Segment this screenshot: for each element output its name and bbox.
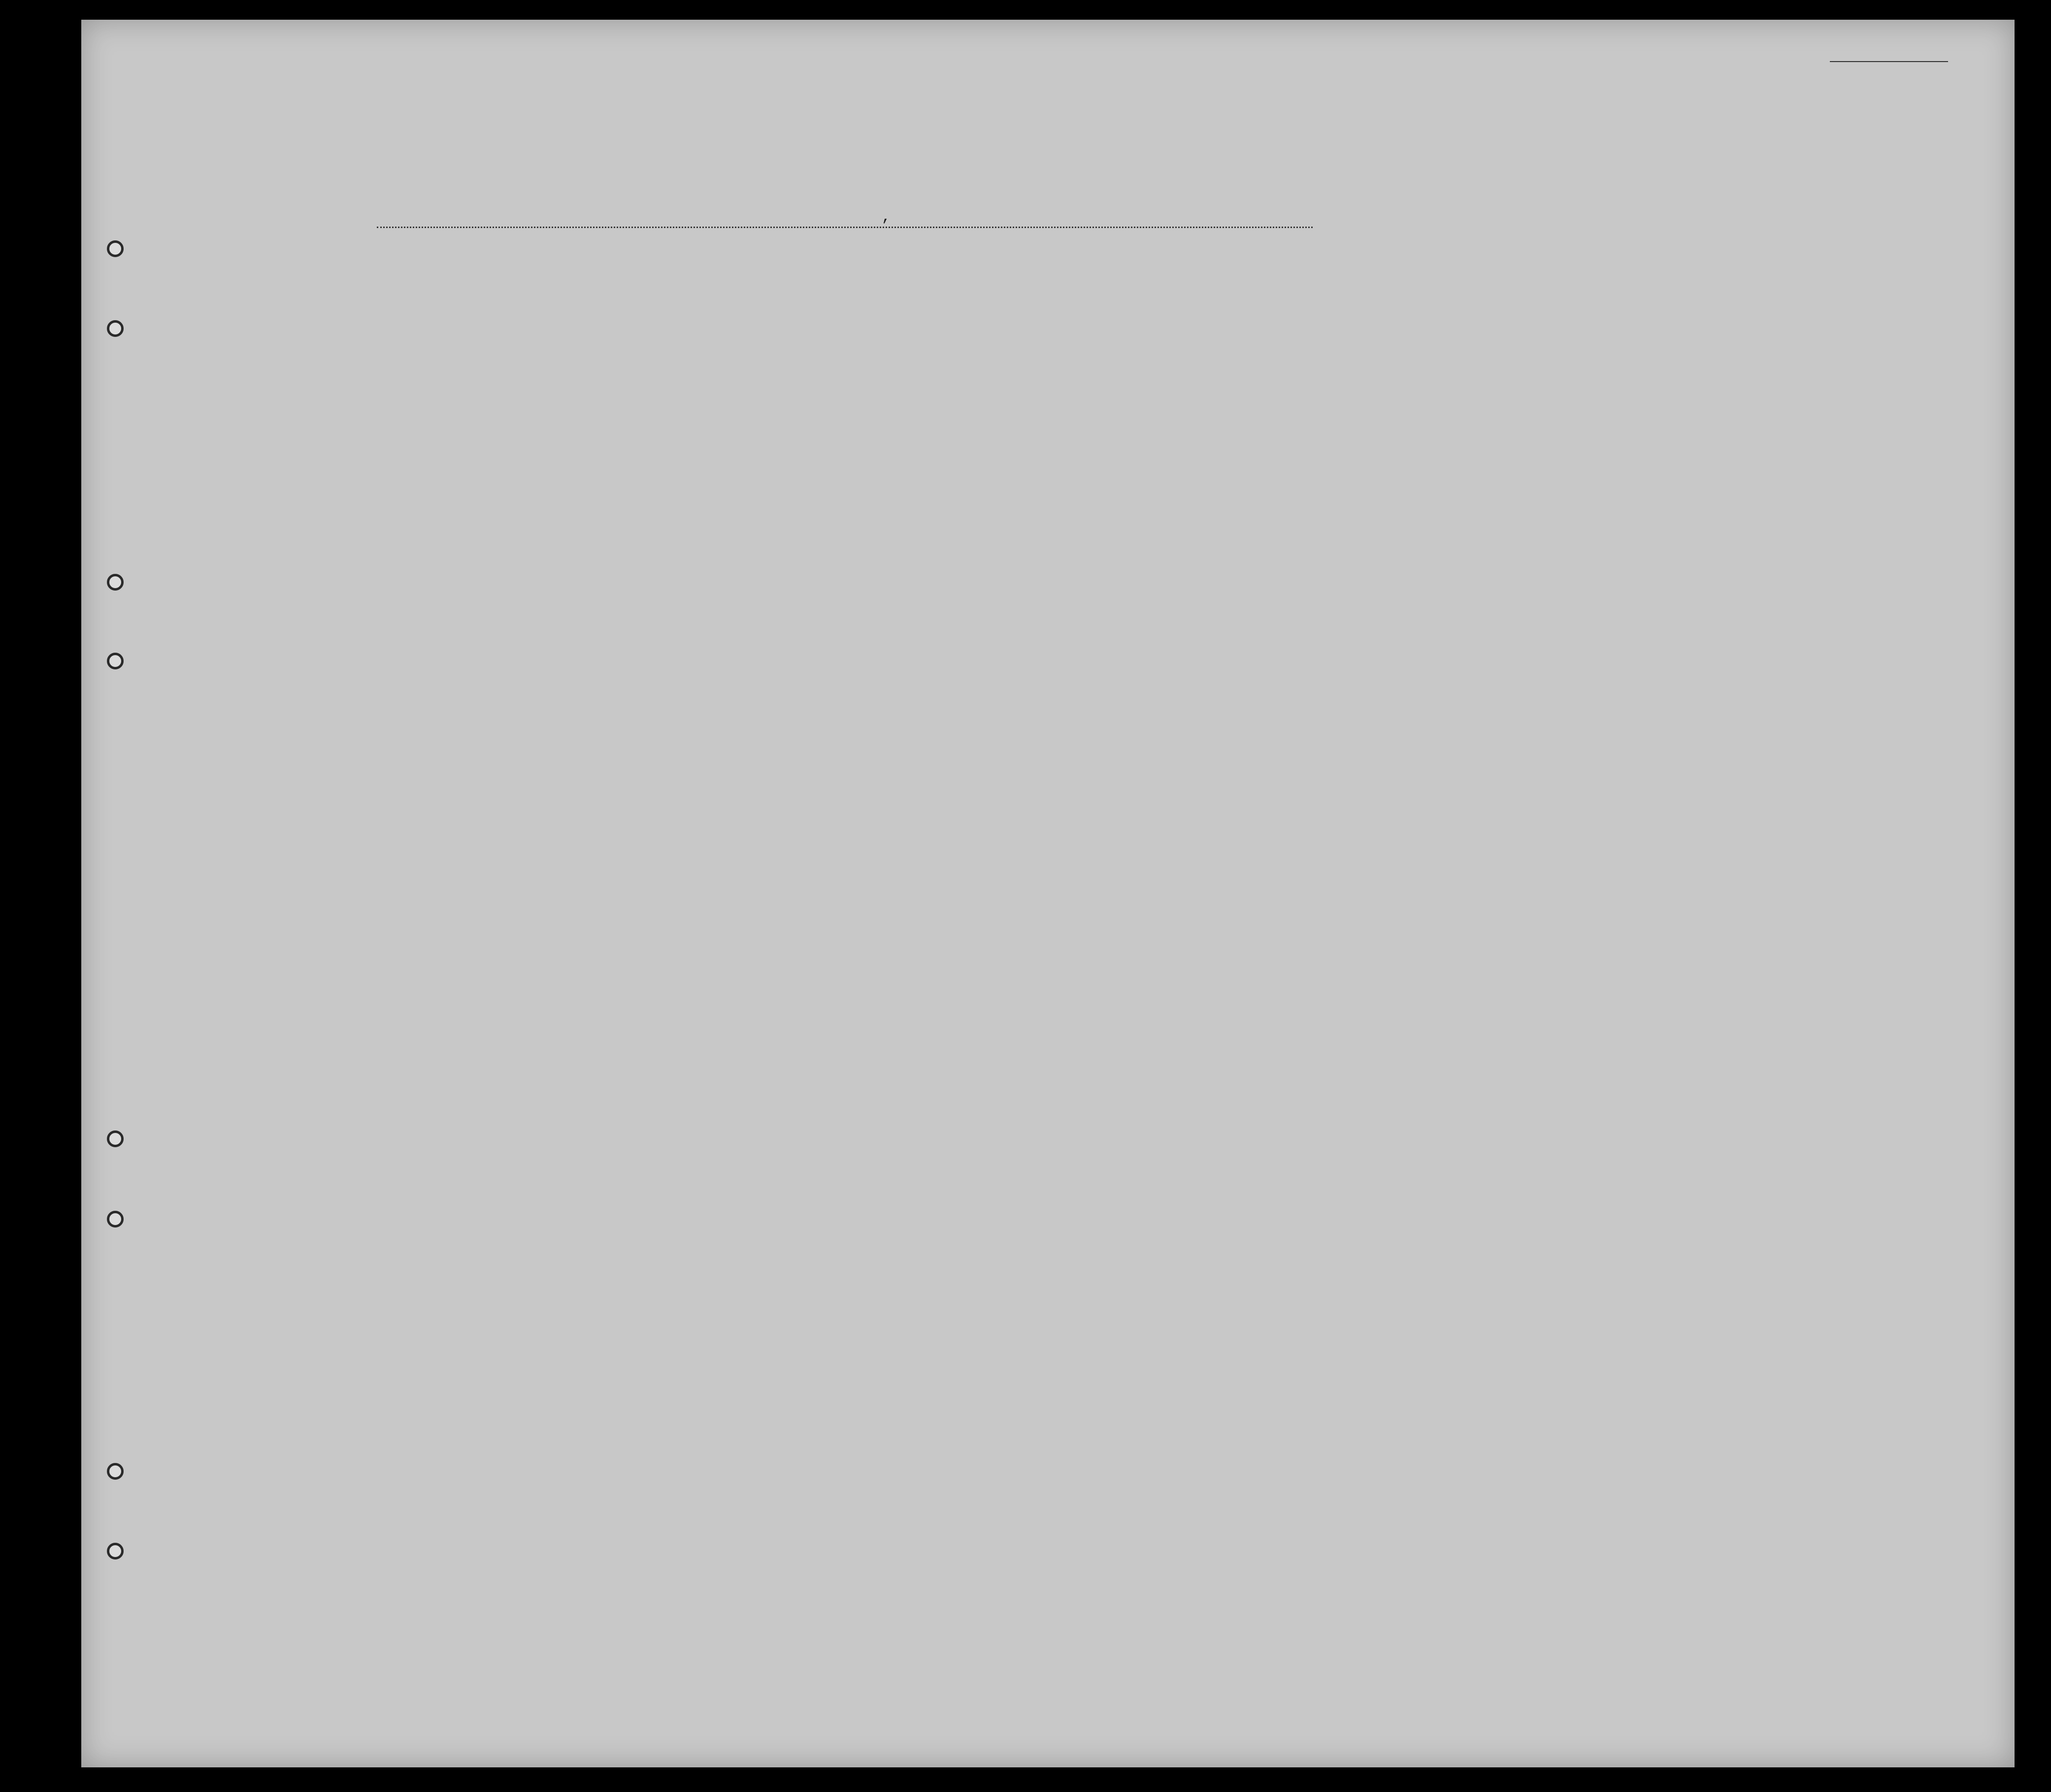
comma: , xyxy=(882,209,891,226)
manifest-sheet xyxy=(81,20,2015,1767)
table-grid xyxy=(81,20,2015,1767)
